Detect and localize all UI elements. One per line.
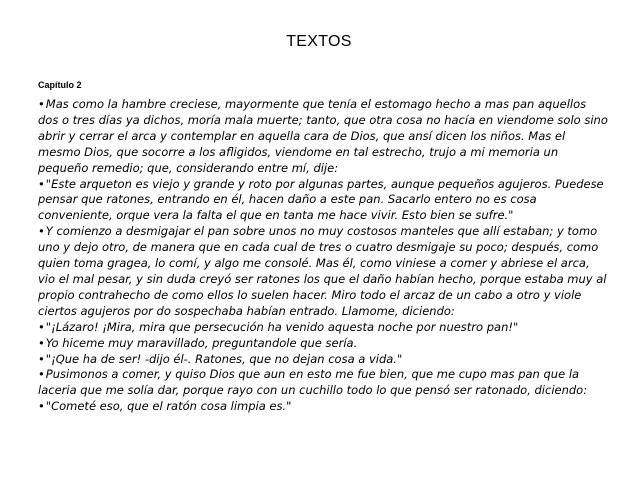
paragraph-7 xyxy=(38,367,610,399)
bullet-icon: • xyxy=(38,351,45,366)
paragraph-text: Y comienzo a desmigajar el pan sobre unos no muy costosos manteles que allí estaban; y tomo uno y dejo otro, de manera que en cada cual de tres o cuatro desmigaje su poco; después, como quien toma gragea, lo comí, y algo me consolé. Mas él, como viniese a comer y abriese el arca, vio el mal pesar, y sin duda creyó ser ratones los que el daño habían hecho, porque estaba muy al propio contrahecho de como ellos lo suelen hacer. Miro todo el arcaz de un cabo a otro y viole ciertos agujeros por do sospechaba habían entrado. Llamome, diciendo: xyxy=(38,224,607,318)
paragraph-3 xyxy=(38,224,610,319)
bullet-icon: • xyxy=(38,367,45,382)
chapter-label: Capítulo 2 xyxy=(38,80,82,90)
text-body xyxy=(38,97,610,415)
paragraph-text: Yo hiceme muy maravillado, preguntandole que sería. xyxy=(45,335,358,350)
paragraph-2 xyxy=(38,177,610,225)
paragraph-4 xyxy=(38,320,610,336)
page-title: TEXTOS xyxy=(286,33,352,50)
paragraph-8 xyxy=(38,399,610,415)
bullet-icon: • xyxy=(38,97,45,111)
bullet-icon: • xyxy=(38,224,45,239)
paragraph-text: "Cometé eso, que el ratón cosa limpia es." xyxy=(45,399,292,414)
bullet-icon: • xyxy=(38,335,45,350)
bullet-icon: • xyxy=(38,399,45,414)
paragraph-text: Pusimonos a comer, y quiso Dios que aun en esto me fue bien, que me cupo mas pan que la laceria que me solía dar, porque rayo con un cuchillo todo lo que pensó ser ratonado, diciendo: xyxy=(38,367,588,398)
bullet-icon: • xyxy=(38,176,45,191)
bullet-icon: • xyxy=(38,319,45,334)
paragraph-text: "¡Lázaro! ¡Mira, mira que persecución ha venido aquesta noche por nuestro pan!" xyxy=(45,319,519,334)
paragraph-text: Mas como la hambre creciese, mayormente que tenía el estomago hecho a mas pan aquellos dos o tres días ya dichos, moría mala muerte; tanto, que otra cosa no hacía en viendome solo sino abrir y cerrar el arca y contemplar en aquella cara de Dios, que ansí dicen los niños. Mas el mesmo Dios, que socorre a los afligidos, viendome en tal estrecho, trujo a mi memoria un pequeño remedio; que, considerando entre mí, dije: xyxy=(38,97,608,175)
paragraph-1 xyxy=(38,97,610,177)
paragraph-5 xyxy=(38,336,610,352)
paragraph-text: "Este arqueton es viejo y grande y roto por algunas partes, aunque pequeños agujeros. Puedese pensar que ratones, entrando en él, hacen daño a este pan. Sacarlo entero no es cosa conveniente, orque vera la falta el que en tanta me hace vivir. Esto bien se sufre." xyxy=(38,176,604,223)
paragraph-text: "¡Que ha de ser! -dijo él-. Ratones, que no dejan cosa a vida." xyxy=(45,351,403,366)
paragraph-6 xyxy=(38,352,610,368)
